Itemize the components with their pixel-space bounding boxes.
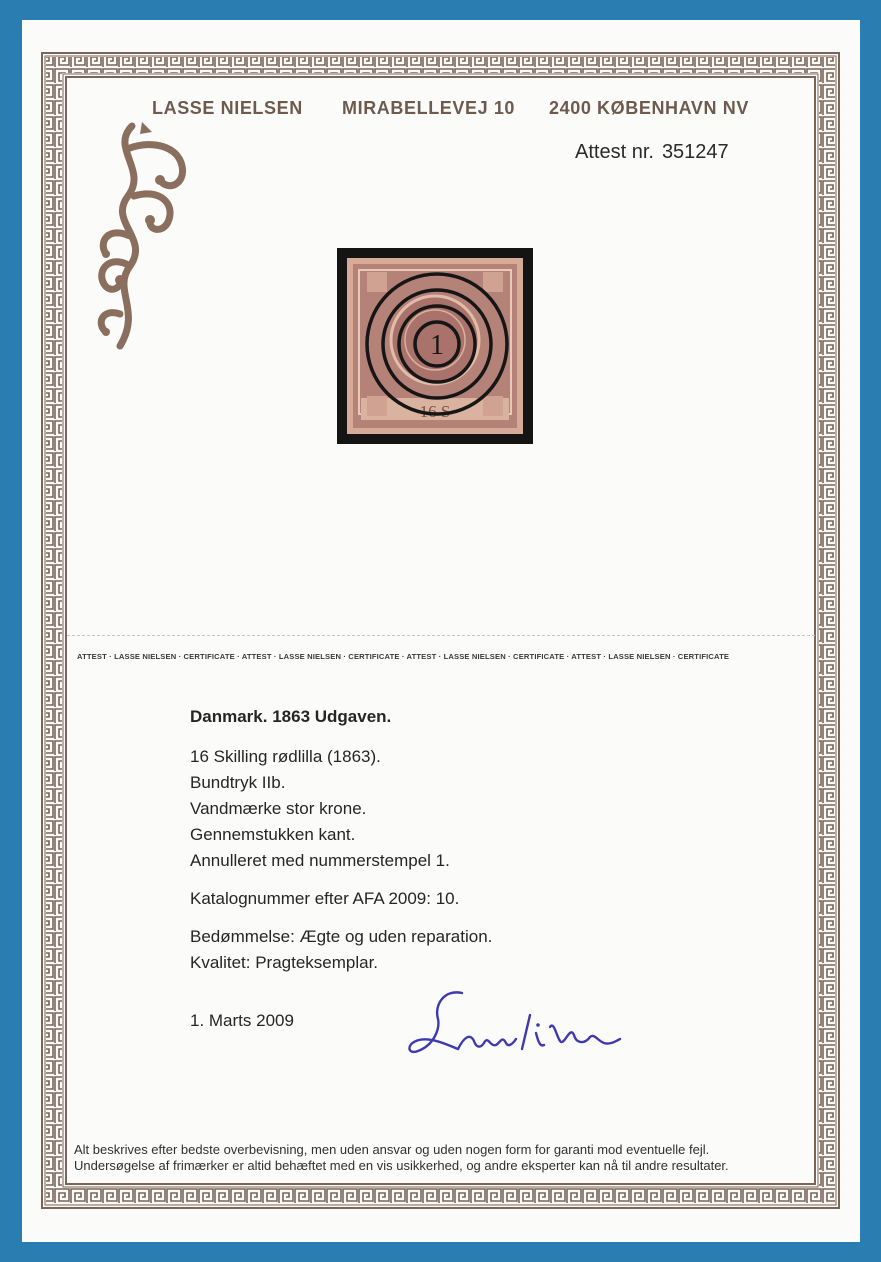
description-line: Annulleret med nummerstempel 1. [190,851,450,870]
certificate-heading: Danmark. 1863 Udgaven. [190,707,392,726]
description-line: Bundtryk IIb. [190,773,286,792]
quality: Kvalitet: Pragteksemplar. [190,953,379,972]
description-line: Gennemstukken kant. [190,825,356,844]
stamp-image [337,248,533,444]
issuer-name: LASSE NIELSEN [152,98,303,118]
certificate-page [22,20,860,1242]
description-line: 16 Skilling rødlilla (1863). [190,747,381,766]
issuer-city: 2400 KØBENHAVN NV [549,98,749,118]
stamp-value: 16 S [419,402,451,421]
attest-label: Attest nr. [575,141,654,163]
signature-image [404,985,624,1065]
issuer-street: MIRABELLEVEJ 10 [342,98,516,118]
assessment: Bedømmelse: Ægte og uden reparation. [190,927,493,946]
certificate-strip-text: ATTEST · LASSE NIELSEN · CERTIFICATE · ATTEST · LASSE NIELSEN · CERTIFICATE · ATTEST · LASSE NIELSEN · CERTIFICATE · ATTEST · LASSE NIELSEN · CERTIFICATE [77,652,730,661]
attest-number [575,141,729,164]
catalog-number: Katalognummer efter AFA 2009: 10. [190,889,460,908]
attest-value: 351247 [661,141,729,163]
disclaimer [74,1142,814,1174]
certificate-date: 1. Marts 2009 [190,1011,294,1030]
fold-line [67,635,815,637]
disclaimer-line: Alt beskrives efter bedste overbevisning, men uden ansvar og uden nogen form for garanti mod eventuelle fejl. [74,1142,710,1157]
cancel-number: 1 [430,330,444,361]
description-line: Vandmærke stor krone. [190,799,367,818]
disclaimer-line: Undersøgelse af frimærker er altid behæftet med en vis usikkerhed, og andre eksperter kan nå til andre resultater. [74,1158,729,1173]
scroll-ornament-icon [90,118,200,358]
